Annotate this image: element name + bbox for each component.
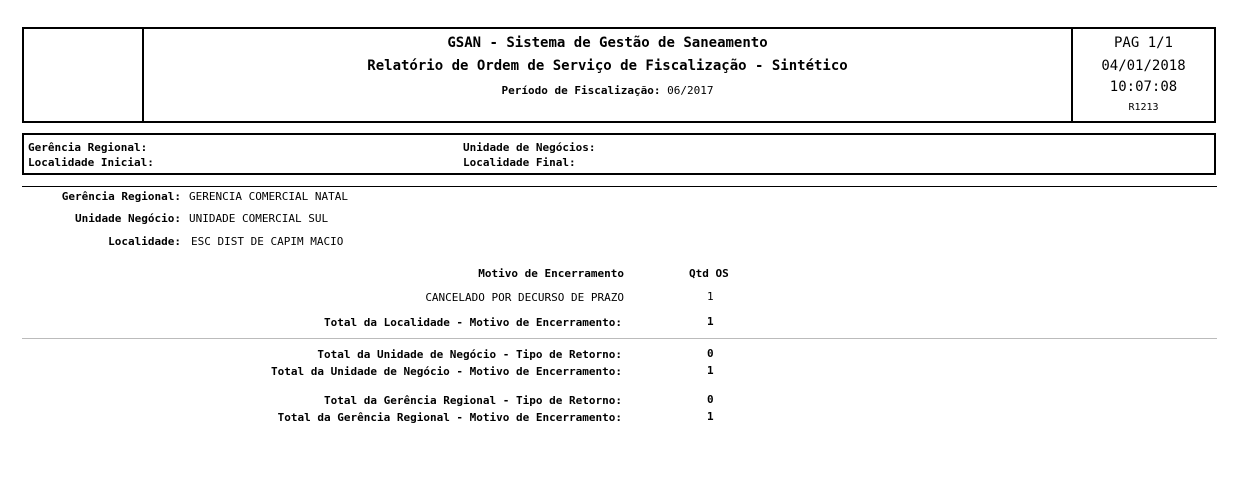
column-header-motivo: Motivo de Encerramento [478,267,624,280]
total-localidade-motivo-label: Total da Localidade - Motivo de Encerramento: [323,316,622,329]
system-title: GSAN - Sistema de Gestão de Saneamento [447,35,768,51]
filter-unidade-label: Unidade de Negócios: [463,141,596,154]
column-header-qtd: Qtd OS [689,267,729,280]
divider [22,186,1217,187]
total-unidade-motivo-label: Total da Unidade de Negócio - Motivo de Encerramento: [271,365,622,378]
filter-gerencia-label: Gerência Regional: [28,141,148,154]
report-header [22,27,1216,123]
section-divider [22,338,1217,339]
report-title: Relatório de Ordem de Serviço de Fiscalização - Sintético [367,58,848,74]
total-unidade-retorno-value: 0 [707,347,714,360]
total-gerencia-retorno-label: Total da Gerência Regional - Tipo de Retorno: [323,394,622,407]
group-localidade-value: ESC DIST DE CAPIM MACIO [191,235,344,248]
filter-localidade-inicial-label: Localidade Inicial: [28,156,154,169]
period-line [144,84,1071,97]
period-label: Período de Fiscalização: [501,84,661,97]
report-time: 10:07:08 [1109,79,1178,95]
group-gerencia-label: Gerência Regional: [61,190,181,203]
table-row-qtd: 1 [707,290,714,303]
report-code: R1213 [1128,102,1159,113]
total-localidade-motivo-value: 1 [707,315,714,328]
total-gerencia-motivo-label: Total da Gerência Regional - Motivo de Encerramento: [277,411,622,424]
filter-box [22,133,1216,175]
table-row-motivo: CANCELADO POR DECURSO DE PRAZO [425,291,624,304]
page-number: PAG 1/1 [1113,35,1173,51]
total-unidade-retorno-label: Total da Unidade de Negócio - Tipo de Retorno: [317,348,622,361]
total-gerencia-motivo-value: 1 [707,410,714,423]
total-unidade-motivo-value: 1 [707,364,714,377]
group-unidade-value: UNIDADE COMERCIAL SUL [189,212,329,225]
group-localidade-label: Localidade: [108,235,181,248]
period-value: 06/2017 [667,84,714,97]
total-gerencia-retorno-value: 0 [707,393,714,406]
group-unidade-label: Unidade Negócio: [75,212,181,225]
report-date: 04/01/2018 [1101,58,1186,74]
info-cell [1071,29,1214,121]
logo-cell [24,29,144,121]
group-gerencia-value: GERENCIA COMERCIAL NATAL [189,190,348,203]
filter-localidade-final-label: Localidade Final: [463,156,576,169]
